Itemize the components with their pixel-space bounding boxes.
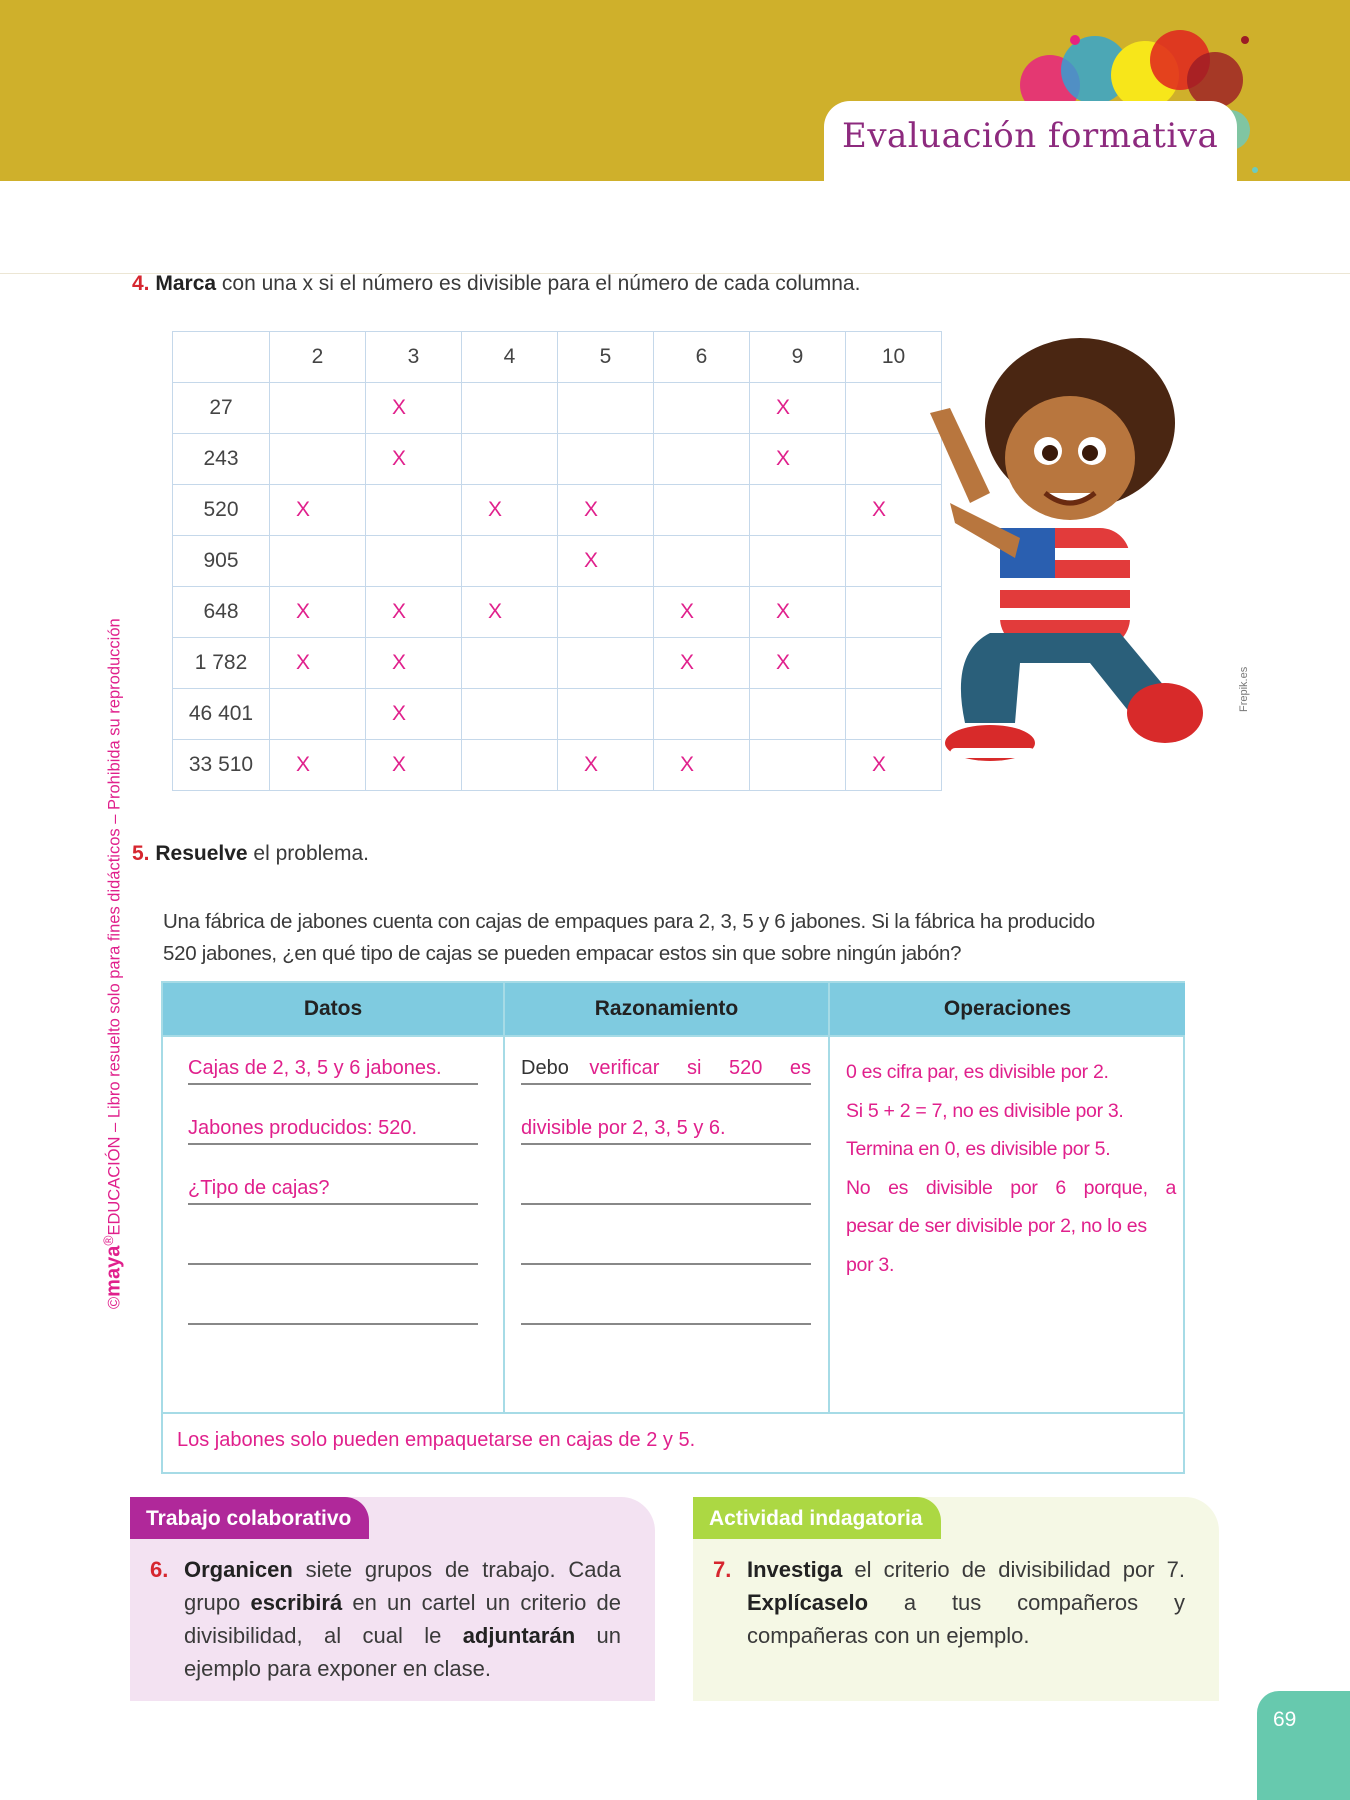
column-header: 6 <box>654 332 750 383</box>
operation-line: Si 5 + 2 = 7, no es divisible por 3. <box>846 1099 1124 1122</box>
mark-cell[interactable] <box>750 485 846 536</box>
mark-cell[interactable] <box>558 383 654 434</box>
mark-cell[interactable]: X <box>366 587 462 638</box>
table-row <box>173 689 942 740</box>
mark-cell[interactable] <box>846 587 942 638</box>
mark-cell[interactable] <box>558 434 654 485</box>
problem-line: 520 jabones, ¿en qué tipo de cajas se pueden empacar estos sin que sobre ningún jabón? <box>163 942 962 965</box>
datos-line: Jabones producidos: 520. <box>188 1117 418 1139</box>
mark-cell[interactable]: X <box>270 587 366 638</box>
question-number: 6. <box>150 1557 169 1582</box>
mark-cell[interactable] <box>846 434 942 485</box>
mark-cell[interactable] <box>654 689 750 740</box>
mark-cell[interactable] <box>654 536 750 587</box>
mark-cell[interactable] <box>558 638 654 689</box>
mark-cell[interactable] <box>558 689 654 740</box>
header-row <box>173 332 942 383</box>
operation-line: No es divisible por 6 porque, a <box>846 1176 1176 1199</box>
mark-cell[interactable]: X <box>366 689 462 740</box>
razonamiento-line <box>521 1057 811 1080</box>
collaborative-work-box <box>130 1497 655 1701</box>
mark-cell[interactable] <box>846 689 942 740</box>
mark-cell[interactable] <box>654 434 750 485</box>
solution-table <box>161 981 1185 1474</box>
question-5 <box>132 842 369 866</box>
operation-line: 0 es cifra par, es divisible por 2. <box>846 1061 1109 1083</box>
header-razonamiento: Razonamiento <box>505 983 828 1035</box>
box-text: Organicen siete grupos de trabajo. Cada grupo escribirá en un cartel un criterio de divisibilidad, al cual le adjuntarán un ejemplo para exponer en clase. <box>184 1557 621 1681</box>
column-header: 4 <box>462 332 558 383</box>
column-divider <box>828 983 830 1414</box>
column-header: 10 <box>846 332 942 383</box>
mark-cell[interactable] <box>654 485 750 536</box>
mark-cell[interactable]: X <box>462 485 558 536</box>
question-number: 7. <box>713 1557 732 1582</box>
mark-cell[interactable] <box>462 689 558 740</box>
copyright-text: EDUCACIÓN – Libro resuelto solo para fines didácticos – Prohibida su reproducción <box>105 618 124 1236</box>
operation-line: por 3. <box>846 1253 895 1276</box>
mark-cell[interactable]: X <box>654 587 750 638</box>
mark-cell[interactable] <box>366 536 462 587</box>
mark-cell[interactable] <box>846 383 942 434</box>
page-title: Evaluación formativa <box>842 116 1219 156</box>
table-row <box>173 638 942 689</box>
mark-cell[interactable] <box>462 383 558 434</box>
row-number: 27 <box>173 383 270 434</box>
mark-cell[interactable] <box>270 536 366 587</box>
mark-cell[interactable] <box>654 383 750 434</box>
table-row <box>173 434 942 485</box>
row-number: 520 <box>173 485 270 536</box>
razonamiento-prefix: Debo <box>521 1057 569 1079</box>
divider <box>163 1412 1185 1414</box>
header-datos: Datos <box>163 983 503 1035</box>
column-header: 2 <box>270 332 366 383</box>
mark-cell[interactable]: X <box>750 587 846 638</box>
row-number: 1 782 <box>173 638 270 689</box>
copyright-symbol: © <box>105 1296 124 1309</box>
mark-cell[interactable] <box>270 434 366 485</box>
question-4 <box>132 272 860 296</box>
question-number: 5. <box>132 842 150 865</box>
table-row <box>173 485 942 536</box>
mark-cell[interactable]: X <box>270 740 366 791</box>
table-row <box>173 383 942 434</box>
registered-mark: ® <box>101 1235 116 1246</box>
row-number: 905 <box>173 536 270 587</box>
mark-cell[interactable] <box>270 689 366 740</box>
datos-line: ¿Tipo de cajas? <box>188 1177 330 1199</box>
mark-cell[interactable]: X <box>846 740 942 791</box>
mark-cell[interactable] <box>750 536 846 587</box>
copyright-sidebar <box>101 618 126 1309</box>
divisibility-table <box>172 331 942 791</box>
mark-cell[interactable]: X <box>558 740 654 791</box>
mark-cell[interactable]: X <box>558 536 654 587</box>
column-header: 3 <box>366 332 462 383</box>
research-activity-box <box>693 1497 1219 1701</box>
mark-cell[interactable] <box>270 383 366 434</box>
razonamiento-line: divisible por 2, 3, 5 y 6. <box>521 1117 726 1139</box>
question-text: con una x si el número es divisible para el número de cada columna. <box>216 272 861 295</box>
mark-cell[interactable] <box>462 638 558 689</box>
page-number: 69 <box>1273 1708 1297 1731</box>
table-row <box>173 587 942 638</box>
operaciones-text <box>846 1053 1176 1284</box>
question-verb: Marca <box>155 272 217 295</box>
table-row <box>173 740 942 791</box>
mark-cell[interactable]: X <box>366 383 462 434</box>
header-operaciones: Operaciones <box>830 983 1185 1035</box>
mark-cell[interactable]: X <box>654 740 750 791</box>
column-divider <box>503 983 505 1414</box>
operation-line: Termina en 0, es divisible por 5. <box>846 1138 1111 1160</box>
column-header <box>173 332 270 383</box>
boy-illustration <box>930 333 1230 793</box>
mark-cell[interactable]: X <box>366 740 462 791</box>
mark-cell[interactable] <box>462 536 558 587</box>
mark-cell[interactable]: X <box>462 587 558 638</box>
question-number: 4. <box>132 272 150 295</box>
mark-cell[interactable] <box>846 638 942 689</box>
mark-cell[interactable]: X <box>654 638 750 689</box>
mark-cell[interactable]: X <box>270 638 366 689</box>
mark-cell[interactable] <box>846 536 942 587</box>
answer-text: Los jabones solo pueden empaquetarse en cajas de 2 y 5. <box>177 1429 696 1451</box>
mark-cell[interactable] <box>558 587 654 638</box>
row-number: 243 <box>173 434 270 485</box>
problem-statement <box>163 906 1233 970</box>
mark-cell[interactable]: X <box>366 434 462 485</box>
mark-cell[interactable] <box>462 434 558 485</box>
row-number: 46 401 <box>173 689 270 740</box>
razonamiento-text: verificar si 520 es <box>589 1057 811 1079</box>
problem-line: Una fábrica de jabones cuenta con cajas de empaques para 2, 3, 5 y 6 jabones. Si la fábrica ha producido <box>163 910 1095 933</box>
brand-logo: maya <box>102 1245 125 1297</box>
mark-cell[interactable] <box>366 485 462 536</box>
mark-cell[interactable] <box>462 740 558 791</box>
mark-cell[interactable]: X <box>270 485 366 536</box>
column-header: 5 <box>558 332 654 383</box>
box-text: Investiga el criterio de divisibilidad por 7. Explícaselo a tus compañeros y compañeras con un ejemplo. <box>747 1557 1185 1648</box>
box-tag: Actividad indagatoria <box>693 1497 941 1539</box>
mark-cell[interactable]: X <box>750 383 846 434</box>
question-verb: Resuelve <box>155 842 248 865</box>
mark-cell[interactable]: X <box>750 638 846 689</box>
box-tag: Trabajo colaborativo <box>130 1497 369 1539</box>
datos-line: Cajas de 2, 3, 5 y 6 jabones. <box>188 1057 442 1079</box>
mark-cell[interactable]: X <box>558 485 654 536</box>
page-number-tab <box>1257 1691 1350 1800</box>
mark-cell[interactable]: X <box>846 485 942 536</box>
operation-line: pesar de ser divisible por 2, no lo es <box>846 1215 1147 1237</box>
divider <box>163 1035 1185 1037</box>
mark-cell[interactable] <box>750 689 846 740</box>
mark-cell[interactable] <box>750 740 846 791</box>
mark-cell[interactable]: X <box>366 638 462 689</box>
column-header: 9 <box>750 332 846 383</box>
row-number: 648 <box>173 587 270 638</box>
row-number: 33 510 <box>173 740 270 791</box>
question-text: el problema. <box>247 842 369 865</box>
mark-cell[interactable]: X <box>750 434 846 485</box>
image-credit: Frepik.es <box>1238 666 1250 712</box>
table-row <box>173 536 942 587</box>
